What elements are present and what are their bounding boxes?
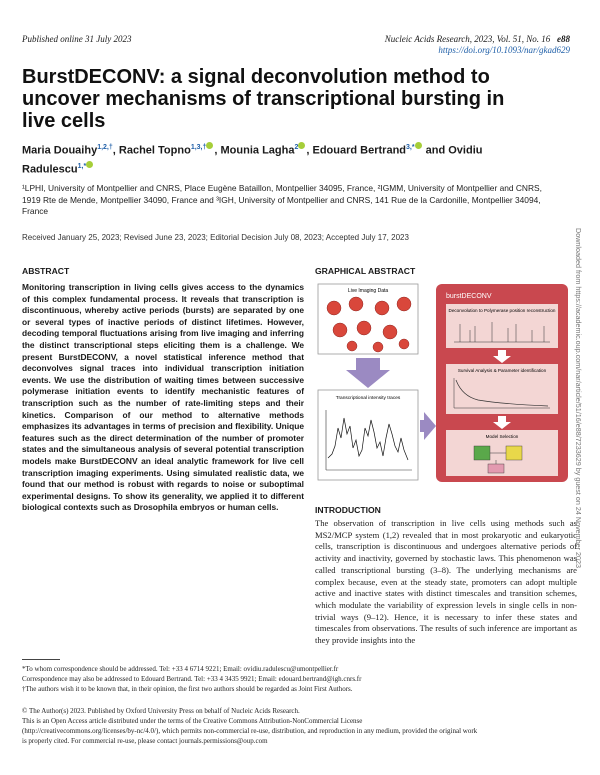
affiliations: ¹LPHI, University of Montpellier and CNRS, Place Eugène Bataillon, Montpellier 34095, France, ²IGMM, University of Montpellier and CNRS, 1919 Rte de Mende, Montpellier 34090, France and ³IGH, University of Montpellier and CNRS, 141 Rue de la Cardonille, Montpellier 34094, France [22,183,542,216]
state-green [474,446,490,460]
state-pink [488,464,504,473]
author-affiliation-mark: 3,* [406,144,415,151]
article-id: e88 [557,34,570,44]
author-name: Maria Douaihy [22,144,98,157]
orcid-icon[interactable] [298,142,305,149]
graphical-abstract-figure [312,278,574,488]
footnote-corresponding: *To whom correspondence should be addressed. Tel: +33 4 6714 9221; Email: ovidiu.radulescu@umontpellier.fr [22,665,339,673]
abstract-heading: ABSTRACT [22,266,70,276]
submission-dates: Received January 25, 2023; Revised June 23, 2023; Editorial Decision July 08, 2023; Accepted July 17, 2023 [22,233,409,242]
author-affiliation-mark: 1,2,† [97,144,113,151]
article-title: BurstDECONV: a signal deconvolution method to uncover mechanisms of transcriptional bursting in live cells [22,66,505,132]
introduction-text: The observation of transcription in live cells using methods such as MS2/MCP system (1,2) revealed that in most prokaryotic and eukaryotic cells, transcription is discontinuous and undergoes alternative periods of activity and inactivity, governed by stochastic laws. This phenomenon was called transcriptional bursting (3–8). The underlying mechanisms are complex because, even at the steady state, promoters can adopt multiple active and inactive states with distinct timescales and transition schemes, which modulate the variability of expression levels in single cells in non-trivial ways (9–12). Hence, it is necessary to infer these states and timescales from observations. The results of such inference are important as they provide insights into the [315,518,577,646]
copyright-line-4: is properly cited. For commercial re-use, please contact journals.permissions@oup.com [22,737,268,745]
abstract-text: Monitoring transcription in living cells gives access to the dynamics of this complex fundamental process. It reveals that transcription is discontinuous, whereby active periods (bursts) are separated by one or several types of inactive periods of distinct lifetimes. However, decoding temporal fluctuations arising from live imaging and inferring the distinct transcriptional steps eliciting them is a challenge. We present BurstDECONV, a novel statistical inference method that deconvolves signal traces into individual transcription initiation events. We use the distribution of waiting times between successive polymerase initiation events to identify mechanistic features of transcription such as the number of rate-limiting steps and their kinetics. Comparison of our method to alternative methods emphasizes its advantages in terms of precision and flexibility. Unique features such as the direct determination of the number of promoter states and the simultaneous analysis of several potential transcription models make BurstDECONV an ideal analytic framework for live cell transcription imaging experiments. Using simulated realistic data, we found that our method is robust with regards to noise or suboptimal experimental designs. To show its generality, we applied it to different biological contexts such as Drosophila embryos or human cells. [22,282,304,513]
author-list: Maria Douaihy$^{1,2,\dagger}$, Rachel Topno$^{1,3,\dagger}$ , Mounia Lagha$^2$ , Edouard Bertrand$^{3,*}$ and Ovidiu Radulescu$^{1,*}$ [22,144,483,176]
author-affiliation-mark: 1,* [77,162,87,170]
author-name: Mounia Lagha [220,144,295,157]
state-yellow [506,446,522,460]
introduction-heading: INTRODUCTION [315,505,381,515]
copyright-block [22,706,578,746]
tool-name: burstDECONV [446,293,492,300]
author-name: Edouard Bertrand [312,144,407,157]
author-name: Rachel Topno [118,144,191,157]
journal-header [385,34,570,56]
copyright-line-3: (http://creativecommons.org/licenses/by-nc/4.0/), which permits non-commercial re-use, distribution, and reproduction in any medium, provided the original work [22,727,478,735]
orcid-icon[interactable] [415,142,422,149]
author-name: Ovidiu Radulescu [22,144,483,176]
live-imaging-label: Live Imaging Data [347,288,389,294]
doi-link[interactable]: https://doi.org/10.1093/nar/gkad629 [438,45,570,55]
copyright-line-1: © The Author(s) 2023. Published by Oxford University Press on behalf of Nucleic Acids Research. [22,707,300,715]
author-affiliation-mark: 1,3,† [190,144,207,151]
right-arrow-icon [420,412,436,440]
download-watermark [564,228,584,608]
footnote-rule [22,659,60,660]
orcid-icon[interactable] [86,161,93,168]
download-note: Downloaded from https://academic.oup.com/nar/article/51/16/e88/7233629 by guest on 24 November 2023 [574,228,583,569]
down-arrow-icon [346,358,390,388]
footnote-corresponding-2: Correspondence may also be addressed to Edouard Bertrand. Tel: +33 4 3435 9921; Email: edouard.bertrand@igh.cnrs.fr [22,675,362,683]
author-affiliation-mark: 2 [294,144,299,151]
footnotes [22,664,578,694]
step2-label: Survival Analysis & Parameter identification [457,368,547,373]
footnote-joint-authors: †The authors wish it to be known that, in their opinion, the first two authors should be regarded as Joint First Authors. [22,685,353,693]
graphical-abstract-heading: GRAPHICAL ABSTRACT [315,266,416,276]
traces-label: Transcriptional intensity traces [335,396,401,401]
journal-citation: Nucleic Acids Research, 2023, Vol. 51, No. 16 [384,34,551,44]
orcid-icon[interactable] [206,142,213,149]
step1-label: Deconvolution to Polymerase position reconstruction [448,308,556,313]
copyright-line-2: This is an Open Access article distributed under the terms of the Creative Commons Attribution-NonCommercial License [22,717,363,725]
published-date: Published online 31 July 2023 [22,34,132,44]
step3-label: Model Selection [485,434,519,439]
